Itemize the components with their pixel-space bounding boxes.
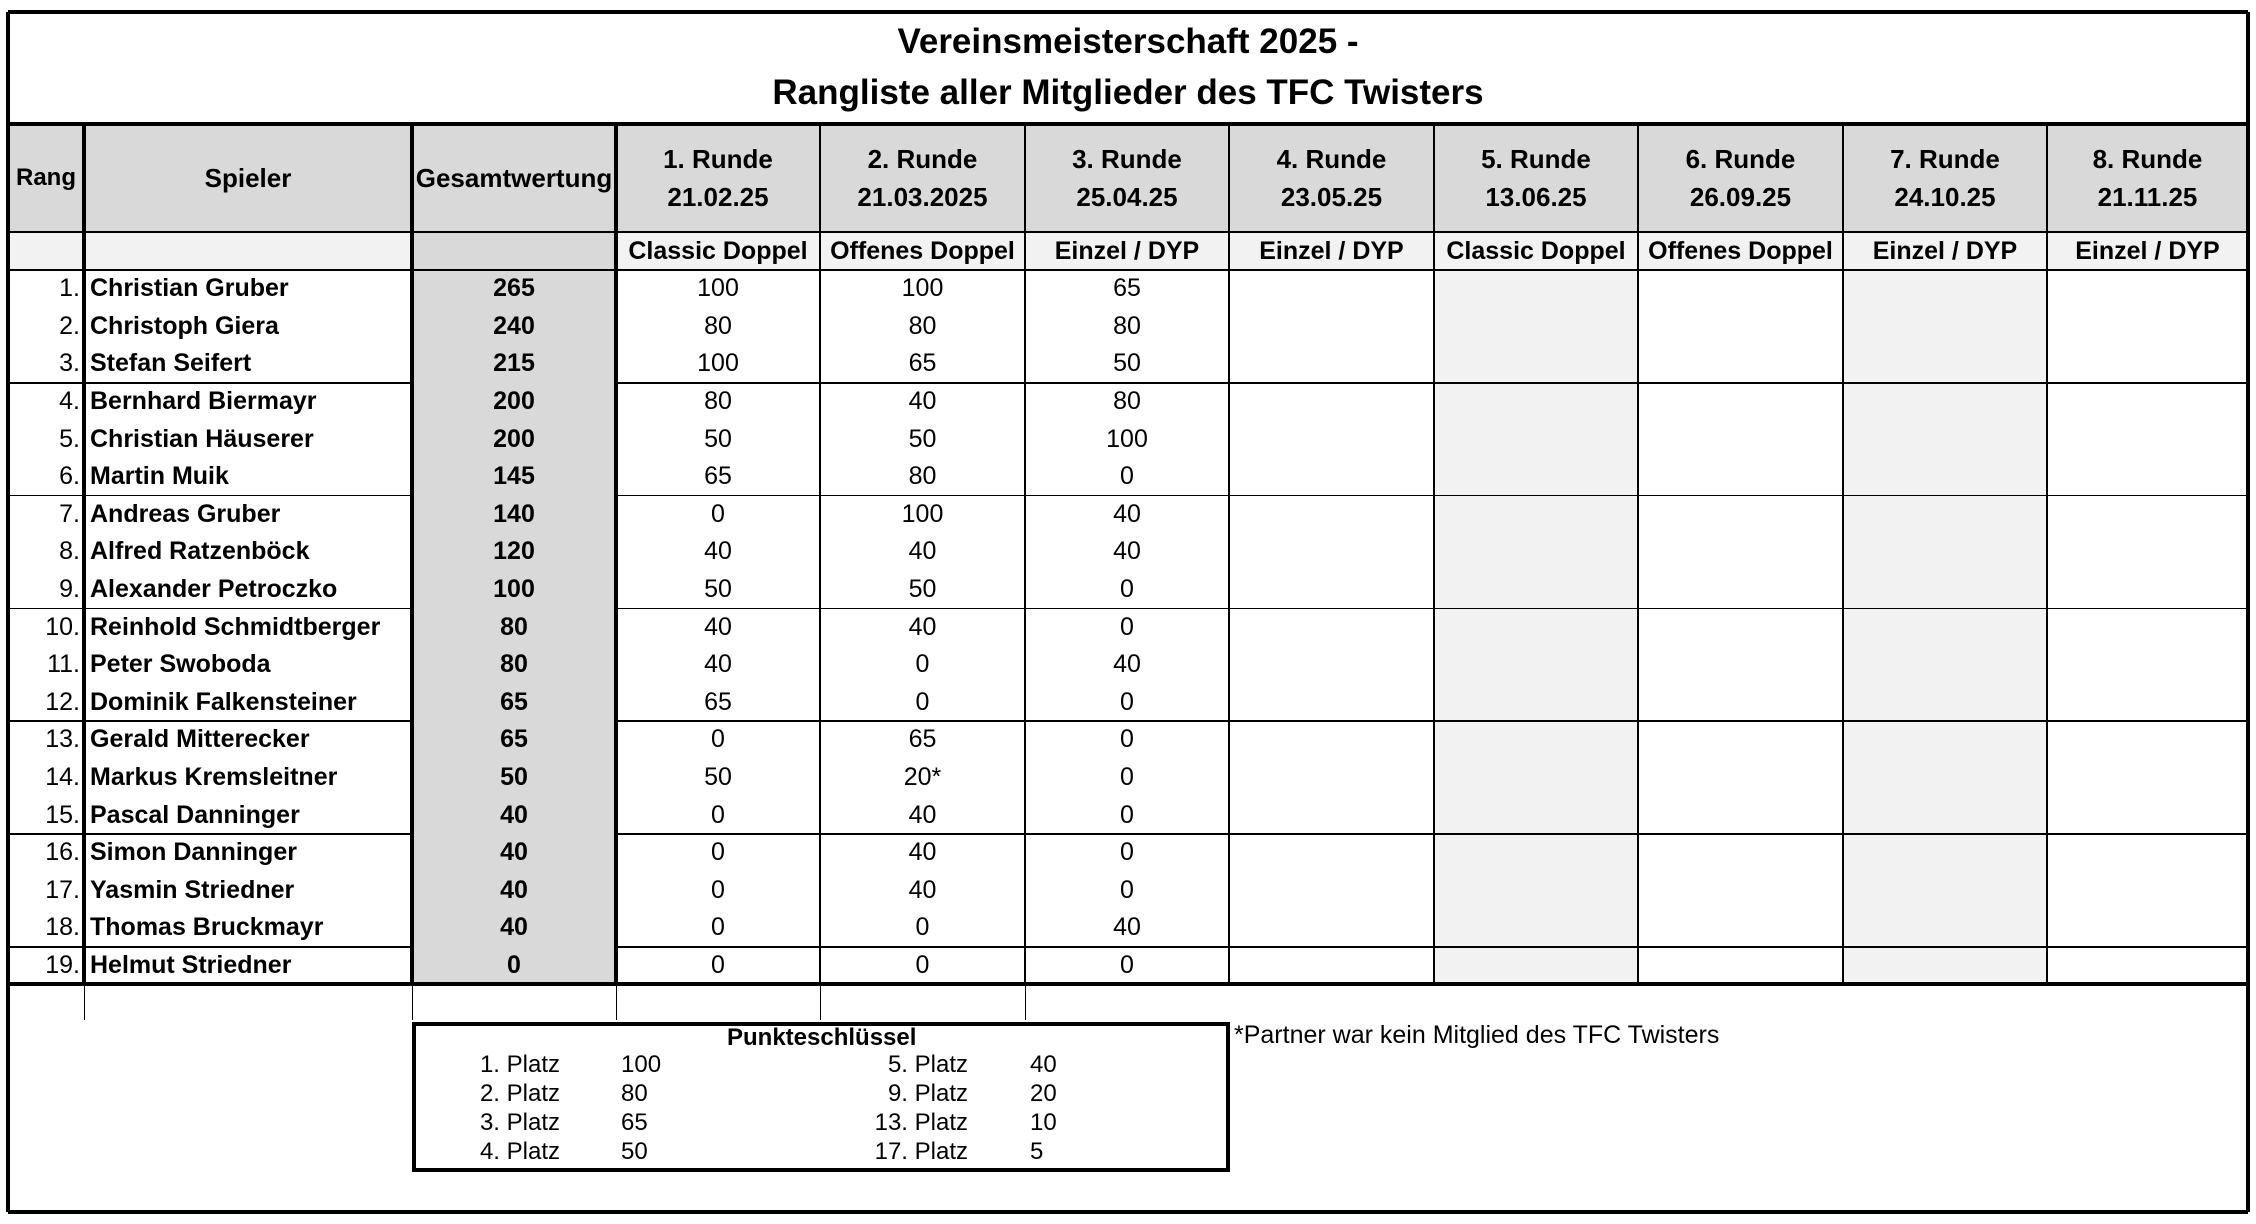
round-2-score: 65	[908, 349, 937, 378]
round-1-score: 40	[704, 612, 732, 641]
total-score: 265	[493, 274, 535, 303]
player-name: Martin Muik	[90, 462, 229, 491]
round-3-score: 50	[1113, 349, 1141, 378]
round-mode-3: Einzel / DYP	[1054, 236, 1200, 265]
round-2-score: 40	[908, 838, 937, 867]
header-round-3	[1025, 124, 1229, 232]
col-divider-round	[1024, 124, 1026, 984]
rank-cell: 8.	[59, 537, 80, 566]
round-2-score: 0	[915, 687, 930, 716]
round-1-score: 0	[711, 951, 725, 980]
round-date: 26.09.25	[1689, 182, 1792, 212]
header-rank: Rang	[16, 164, 76, 191]
header-round-1	[616, 124, 820, 232]
total-score: 200	[493, 387, 535, 416]
total-score: 140	[493, 499, 535, 528]
key-place: 17. Platz	[874, 1137, 968, 1165]
round-1-score: 0	[711, 875, 725, 904]
round-1-score: 0	[711, 499, 725, 528]
round-1-score: 0	[711, 800, 725, 829]
outer-border-bottom	[8, 1210, 2248, 1214]
player-name: Gerald Mitterecker	[90, 725, 310, 754]
player-name: Christoph Giera	[90, 311, 279, 340]
round-name: 6. Runde	[1685, 144, 1796, 174]
round-mode-8: Einzel / DYP	[2075, 236, 2220, 265]
title-divider	[8, 122, 2248, 126]
col-divider-round	[1842, 124, 1845, 984]
title-line-2: Rangliste aller Mitglieder des TFC Twisters	[772, 73, 1484, 112]
key-place: 5. Platz	[887, 1050, 968, 1078]
rank-cell: 18.	[45, 913, 80, 942]
round-3-score: 0	[1120, 875, 1134, 904]
round-1-score: 100	[697, 274, 739, 303]
round-2-score: 80	[908, 462, 937, 491]
round-3-score: 40	[1113, 913, 1141, 942]
round-1-score: 65	[704, 687, 732, 716]
round-name: 4. Runde	[1276, 144, 1387, 174]
group-divider	[8, 382, 412, 384]
round-1-score: 80	[704, 387, 732, 416]
round-date: 21.03.2025	[857, 182, 988, 212]
rank-cell: 13.	[45, 725, 80, 754]
key-points: 100	[621, 1050, 662, 1078]
below-grid-line	[412, 984, 413, 1020]
key-place: 4. Platz	[479, 1137, 560, 1165]
round-2-score: 0	[915, 951, 930, 980]
key-points: 65	[621, 1108, 648, 1136]
round-1-score: 50	[704, 575, 732, 604]
total-score: 65	[500, 725, 528, 754]
col-divider-total	[614, 124, 618, 984]
group-divider	[616, 833, 2248, 835]
player-name: Pascal Danninger	[90, 800, 300, 829]
total-score: 200	[493, 424, 535, 453]
player-name: Christian Häuserer	[90, 424, 314, 453]
col-divider-round	[2046, 124, 2048, 984]
title-line-1: Vereinsmeisterschaft 2025 -	[897, 22, 1359, 61]
player-name: Reinhold Schmidtberger	[90, 612, 381, 641]
player-name: Stefan Seifert	[90, 349, 252, 378]
rank-cell: 19.	[45, 951, 80, 980]
rank-cell: 12.	[45, 687, 80, 716]
player-name: Bernhard Biermayr	[90, 387, 317, 416]
player-name: Alfred Ratzenböck	[90, 537, 310, 566]
total-score: 80	[500, 650, 528, 679]
round-2-score: 0	[915, 913, 930, 942]
key-points: 50	[621, 1137, 648, 1165]
group-divider	[616, 382, 2248, 384]
rank-cell: 16.	[45, 838, 80, 867]
round-mode-6: Offenes Doppel	[1648, 236, 1833, 265]
player-name: Alexander Petroczko	[90, 575, 338, 604]
round-name: 3. Runde	[1072, 144, 1182, 174]
group-divider	[8, 495, 412, 497]
round-date: 24.10.25	[1894, 182, 1996, 212]
round-1-score: 0	[711, 913, 725, 942]
player-name: Dominik Falkensteiner	[90, 687, 357, 716]
round-3-score: 65	[1113, 274, 1141, 303]
group-divider	[616, 720, 2248, 722]
group-divider	[8, 720, 412, 722]
player-name: Markus Kremsleitner	[90, 763, 338, 792]
round-mode-1: Classic Doppel	[628, 236, 808, 265]
round-3-score: 0	[1120, 687, 1134, 716]
subheader-divider	[8, 269, 2248, 272]
round-2-score: 40	[908, 387, 937, 416]
player-name: Peter Swoboda	[90, 650, 271, 679]
round-2-score: 100	[901, 499, 944, 528]
round-name: 5. Runde	[1481, 144, 1591, 174]
rank-cell: 7.	[59, 499, 80, 528]
group-divider	[8, 608, 412, 610]
round-date: 23.05.25	[1280, 182, 1383, 212]
total-score: 40	[500, 838, 528, 867]
header-player: Spieler	[204, 163, 292, 193]
header-round-6	[1638, 124, 1843, 232]
total-score: 80	[500, 612, 528, 641]
rank-cell: 11.	[47, 650, 80, 679]
total-score: 40	[500, 800, 528, 829]
round-1-score: 40	[704, 650, 732, 679]
total-score: 65	[500, 687, 528, 716]
round-3-score: 0	[1120, 800, 1134, 829]
round-3-score: 80	[1113, 311, 1141, 340]
round-2-score: 40	[908, 537, 937, 566]
header-round-2	[820, 124, 1025, 232]
group-divider	[616, 495, 2248, 497]
player-name: Andreas Gruber	[90, 499, 281, 528]
footnote: *Partner war kein Mitglied des TFC Twisters	[1234, 1020, 1720, 1049]
player-name: Simon Danninger	[90, 838, 297, 867]
below-grid-line	[820, 984, 821, 1020]
header-round-7	[1843, 124, 2047, 232]
key-points: 5	[1030, 1137, 1044, 1165]
round-3-score: 0	[1120, 462, 1134, 491]
group-divider	[616, 608, 2248, 610]
round-mode-7: Einzel / DYP	[1872, 236, 2018, 265]
rank-cell: 14.	[45, 763, 80, 792]
round-2-score: 40	[908, 875, 937, 904]
col-divider-rank	[82, 124, 86, 984]
round-2-score: 65	[908, 725, 937, 754]
round-1-score: 0	[711, 838, 725, 867]
header-round-5	[1434, 124, 1638, 232]
col-divider-round	[819, 124, 821, 984]
col-divider-player	[410, 124, 414, 984]
round-2-score: 50	[908, 424, 937, 453]
player-name: Yasmin Striedner	[90, 875, 295, 904]
col-divider-round	[1433, 124, 1435, 984]
group-divider	[8, 946, 412, 948]
round-2-score: 40	[908, 800, 937, 829]
total-score: 215	[493, 349, 535, 378]
round-name: 1. Runde	[663, 144, 773, 174]
table-bottom-border	[8, 982, 2248, 986]
player-name: Helmut Striedner	[90, 951, 292, 980]
key-place: 13. Platz	[874, 1108, 968, 1136]
round-2-score: 80	[908, 311, 937, 340]
round-3-score: 0	[1120, 612, 1134, 641]
round-2-score: 40	[908, 612, 937, 641]
round-2-score: 20*	[903, 763, 942, 792]
round-1-score: 100	[697, 349, 739, 378]
round-2-score: 0	[915, 650, 930, 679]
round-3-score: 40	[1113, 650, 1141, 679]
round-2-score: 50	[908, 575, 937, 604]
below-grid-line	[1025, 984, 1026, 1020]
round-date: 13.06.25	[1485, 182, 1587, 212]
round-3-score: 0	[1120, 725, 1134, 754]
round-3-score: 0	[1120, 951, 1134, 980]
rank-cell: 6.	[59, 462, 80, 491]
rank-cell: 9.	[59, 575, 80, 604]
key-points: 40	[1030, 1050, 1057, 1078]
header-round-4	[1229, 124, 1434, 232]
col-divider-round	[1637, 124, 1639, 984]
total-score: 40	[500, 875, 528, 904]
total-score: 145	[493, 462, 535, 491]
round-1-score: 50	[704, 763, 732, 792]
round-mode-2: Offenes Doppel	[830, 236, 1015, 265]
rank-cell: 10.	[45, 612, 80, 641]
points-key-title: Punkteschlüssel	[727, 1024, 917, 1051]
col-divider-round	[1228, 124, 1230, 984]
round-mode-4: Einzel / DYP	[1259, 236, 1404, 265]
round-name: 2. Runde	[867, 144, 978, 174]
key-points: 20	[1030, 1079, 1057, 1107]
round-date: 21.02.25	[667, 182, 769, 212]
round-name: 8. Runde	[2092, 144, 2203, 174]
key-place: 9. Platz	[887, 1079, 968, 1107]
round-3-score: 80	[1113, 387, 1141, 416]
rank-cell: 3.	[59, 349, 80, 378]
rank-cell: 4.	[59, 387, 80, 416]
header-total: Gesamtwertung	[415, 163, 613, 193]
group-divider	[616, 946, 2248, 948]
player-name: Thomas Bruckmayr	[90, 913, 324, 942]
header-round-8	[2047, 124, 2248, 232]
round-2-score: 100	[901, 274, 944, 303]
player-name: Christian Gruber	[90, 274, 289, 303]
round-3-score: 0	[1120, 763, 1134, 792]
key-place: 1. Platz	[479, 1050, 560, 1078]
rank-cell: 15.	[45, 800, 80, 829]
below-grid-line	[616, 984, 617, 1020]
rank-cell: 2.	[59, 311, 80, 340]
round-date: 21.11.25	[2097, 182, 2198, 212]
round-1-score: 50	[704, 424, 732, 453]
round-3-score: 0	[1120, 575, 1134, 604]
round-mode-5: Classic Doppel	[1446, 236, 1626, 265]
round-1-score: 65	[704, 462, 732, 491]
outer-border-left	[6, 12, 10, 1212]
outer-border-right	[2246, 12, 2250, 1212]
key-place: 2. Platz	[479, 1079, 560, 1107]
key-points: 80	[621, 1079, 648, 1107]
round-1-score: 40	[704, 537, 732, 566]
key-points: 10	[1030, 1108, 1057, 1136]
total-score: 0	[507, 951, 521, 980]
header-divider	[8, 231, 2248, 233]
round-1-score: 0	[711, 725, 725, 754]
group-divider	[8, 833, 412, 835]
rank-cell: 5.	[59, 424, 80, 453]
below-grid-line	[84, 984, 85, 1020]
total-score: 120	[493, 537, 535, 566]
outer-border-top	[8, 10, 2248, 14]
round-3-score: 100	[1106, 424, 1148, 453]
total-score: 40	[500, 913, 528, 942]
total-score: 100	[493, 575, 535, 604]
rank-cell: 17.	[45, 875, 80, 904]
rank-cell: 1.	[59, 274, 80, 303]
round-3-score: 0	[1120, 838, 1134, 867]
round-date: 25.04.25	[1076, 182, 1178, 212]
total-score: 240	[493, 311, 535, 340]
round-3-score: 40	[1113, 499, 1141, 528]
round-1-score: 80	[704, 311, 732, 340]
total-score: 50	[500, 763, 528, 792]
key-place: 3. Platz	[479, 1108, 560, 1136]
round-3-score: 40	[1113, 537, 1141, 566]
round-name: 7. Runde	[1890, 144, 2000, 174]
